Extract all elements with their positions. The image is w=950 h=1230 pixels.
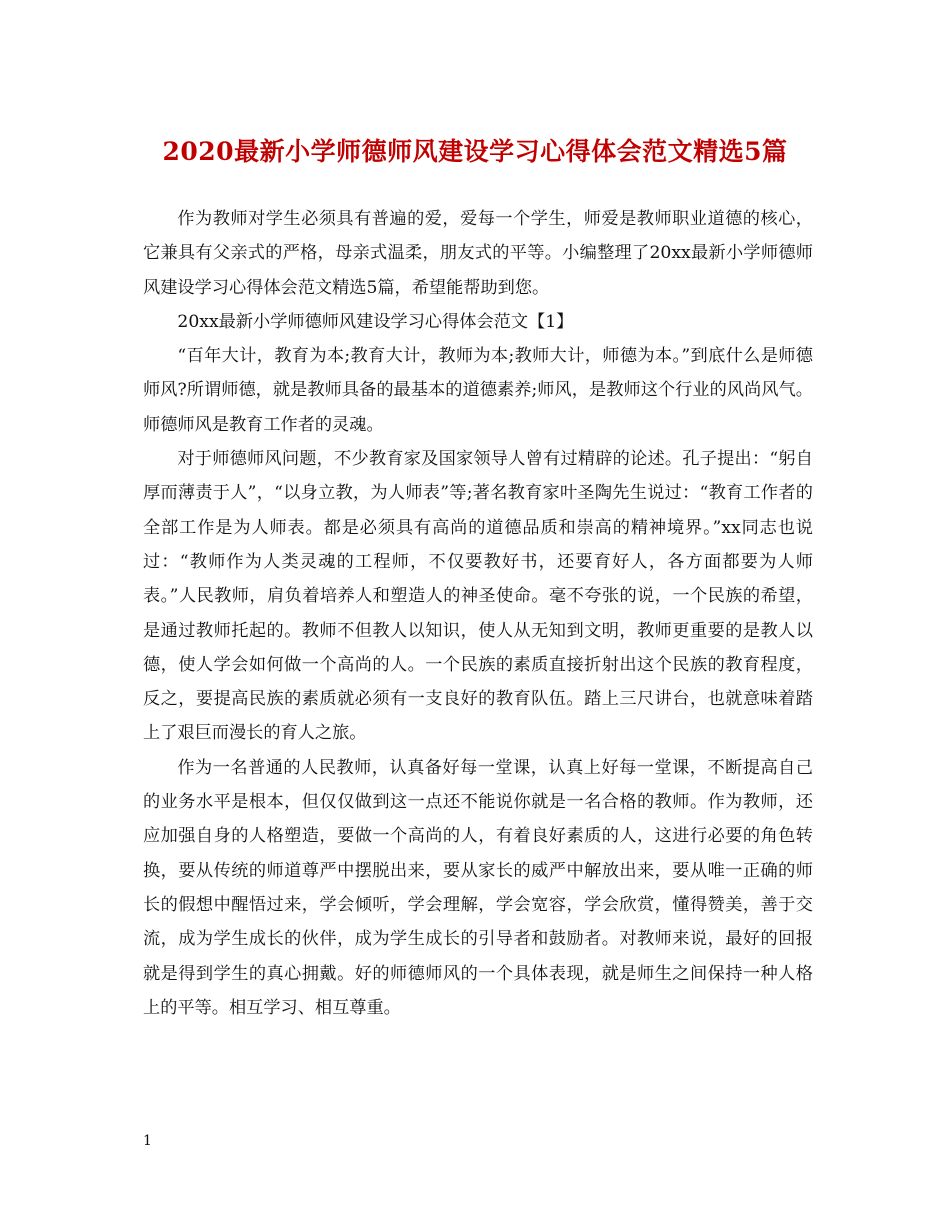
document-title: 2020最新小学师德师风建设学习心得体会范文精选5篇 bbox=[162, 137, 788, 166]
paragraph-section-heading: 20xx最新小学师德师风建设学习心得体会范文【1】 bbox=[177, 311, 574, 332]
paragraph-teacher-role: 作为一名普通的人民教师，认真备好每一堂课，认真上好每一堂课，不断提高自己的业务水平是根本，但仅仅做到这一点还不能说你就是一名合格的教师。作为教师，还应加强自身的人格塑造，要做一个高尚的人，有着良好素质的人，这进行必要的角色转换，要从传统的师道尊严中摆脱出来，要从家长的威严中解放出来，要从唯一正确的师长的假想中醒悟过来，学会倾听，学会理解，学会宽容，学会欣赏，懂得赞美，善于交流，成为学生成长的伙伴，成为学生成长的引导者和鼓励者。对教师来说，最好的回报就是得到学生的真心拥戴。好的师德师风的一个具体表现，就是师生之间保持一种人格上的平等。相互学习、相互尊重。 bbox=[143, 757, 813, 1018]
paragraph-quote: “百年大计，教育为本;教育大计，教师为本;教师大计，师德为本。”到底什么是师德师风?所谓师德，就是教师具备的最基本的道德素养;师风，是教师这个行业的风尚风气。师德师风是教育工作者的灵魂。 bbox=[143, 346, 813, 435]
paragraph-discussion: 对于师德师风问题，不少教育家及国家领导人曾有过精辟的论述。孔子提出：“躬自厚而薄责于人”，“以身立教，为人师表”等;著名教育家叶圣陶先生说过：“教育工作者的全部工作是为人师表。都是必须具有高尚的道德品质和崇高的精神境界。”xx同志也说过：“教师作为人类灵魂的工程师，不仅要教好书，还要育好人，各方面都要为人师表。”人民教师，肩负着培养人和塑造人的神圣使命。毫不夸张的说，一个民族的希望，是通过教师托起的。教师不但教人以知识，使人从无知到文明，教师更重要的是教人以德，使人学会如何做一个高尚的人。一个民族的素质直接折射出这个民族的教育程度，反之，要提高民族的素质就必须有一支良好的教育队伍。踏上三尺讲台，也就意味着踏上了艰巨而漫长的育人之旅。 bbox=[143, 449, 813, 744]
document-body bbox=[143, 202, 813, 1025]
page-number: 1 bbox=[143, 1133, 152, 1149]
paragraph-intro: 作为教师对学生必须具有普遍的爱，爱每一个学生，师爱是教师职业道德的核心，它兼具有父亲式的严格，母亲式温柔，朋友式的平等。小编整理了20xx最新小学师德师风建设学习心得体会范文精选5篇，希望能帮助到您。 bbox=[143, 209, 813, 298]
